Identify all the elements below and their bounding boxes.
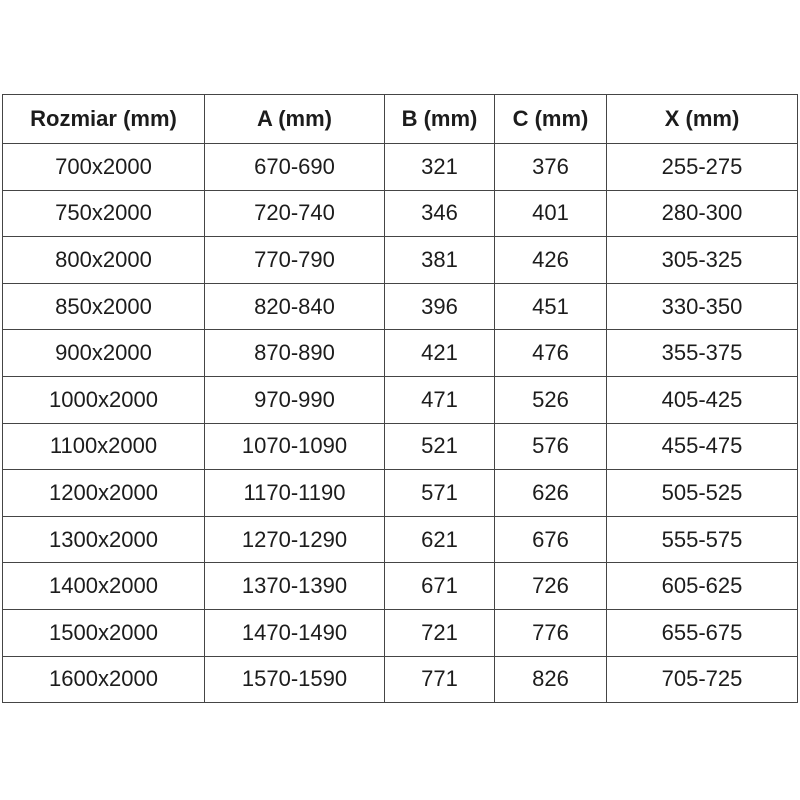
table-cell: 405-425	[607, 376, 798, 423]
table-row	[3, 656, 798, 703]
table-cell: 1600x2000	[3, 656, 205, 703]
table-row	[3, 423, 798, 470]
table-cell: 576	[495, 423, 607, 470]
table-cell: 1000x2000	[3, 376, 205, 423]
table-row	[3, 237, 798, 284]
table-cell: 1570-1590	[205, 656, 385, 703]
table-cell: 776	[495, 609, 607, 656]
table-cell: 280-300	[607, 190, 798, 237]
table-cell: 721	[385, 609, 495, 656]
table-cell: 1200x2000	[3, 470, 205, 517]
table-cell: 521	[385, 423, 495, 470]
table-cell: 1500x2000	[3, 609, 205, 656]
table-cell: 571	[385, 470, 495, 517]
table-cell: 305-325	[607, 237, 798, 284]
header-rozmiar: Rozmiar (mm)	[3, 95, 205, 144]
table-cell: 820-840	[205, 283, 385, 330]
table-cell: 870-890	[205, 330, 385, 377]
table-row	[3, 609, 798, 656]
table-cell: 626	[495, 470, 607, 517]
table-header	[3, 95, 798, 144]
table-row	[3, 144, 798, 191]
table-row	[3, 516, 798, 563]
table-cell: 330-350	[607, 283, 798, 330]
dimensions-table-container	[2, 94, 798, 703]
table-cell: 421	[385, 330, 495, 377]
table-cell: 970-990	[205, 376, 385, 423]
table-cell: 726	[495, 563, 607, 610]
table-cell: 605-625	[607, 563, 798, 610]
table-cell: 451	[495, 283, 607, 330]
header-row	[3, 95, 798, 144]
table-cell: 671	[385, 563, 495, 610]
table-cell: 1400x2000	[3, 563, 205, 610]
table-body	[3, 144, 798, 703]
table-row	[3, 563, 798, 610]
table-cell: 526	[495, 376, 607, 423]
table-cell: 346	[385, 190, 495, 237]
table-cell: 355-375	[607, 330, 798, 377]
table-cell: 505-525	[607, 470, 798, 517]
header-b: B (mm)	[385, 95, 495, 144]
table-cell: 670-690	[205, 144, 385, 191]
table-cell: 1170-1190	[205, 470, 385, 517]
table-cell: 471	[385, 376, 495, 423]
table-cell: 655-675	[607, 609, 798, 656]
table-row	[3, 376, 798, 423]
table-cell: 321	[385, 144, 495, 191]
table-cell: 1370-1390	[205, 563, 385, 610]
table-cell: 826	[495, 656, 607, 703]
table-cell: 800x2000	[3, 237, 205, 284]
table-cell: 401	[495, 190, 607, 237]
table-cell: 555-575	[607, 516, 798, 563]
table-cell: 255-275	[607, 144, 798, 191]
table-cell: 771	[385, 656, 495, 703]
table-cell: 1100x2000	[3, 423, 205, 470]
header-x: X (mm)	[607, 95, 798, 144]
table-cell: 1300x2000	[3, 516, 205, 563]
table-cell: 476	[495, 330, 607, 377]
table-row	[3, 283, 798, 330]
table-row	[3, 470, 798, 517]
header-c: C (mm)	[495, 95, 607, 144]
table-cell: 770-790	[205, 237, 385, 284]
table-cell: 720-740	[205, 190, 385, 237]
table-cell: 705-725	[607, 656, 798, 703]
table-cell: 1270-1290	[205, 516, 385, 563]
table-row	[3, 330, 798, 377]
table-cell: 381	[385, 237, 495, 284]
table-cell: 676	[495, 516, 607, 563]
table-cell: 621	[385, 516, 495, 563]
table-cell: 700x2000	[3, 144, 205, 191]
table-cell: 396	[385, 283, 495, 330]
table-cell: 1070-1090	[205, 423, 385, 470]
table-cell: 376	[495, 144, 607, 191]
header-a: A (mm)	[205, 95, 385, 144]
table-cell: 1470-1490	[205, 609, 385, 656]
table-cell: 455-475	[607, 423, 798, 470]
table-row	[3, 190, 798, 237]
table-cell: 900x2000	[3, 330, 205, 377]
table-cell: 426	[495, 237, 607, 284]
dimensions-table	[2, 94, 798, 703]
table-cell: 750x2000	[3, 190, 205, 237]
table-cell: 850x2000	[3, 283, 205, 330]
